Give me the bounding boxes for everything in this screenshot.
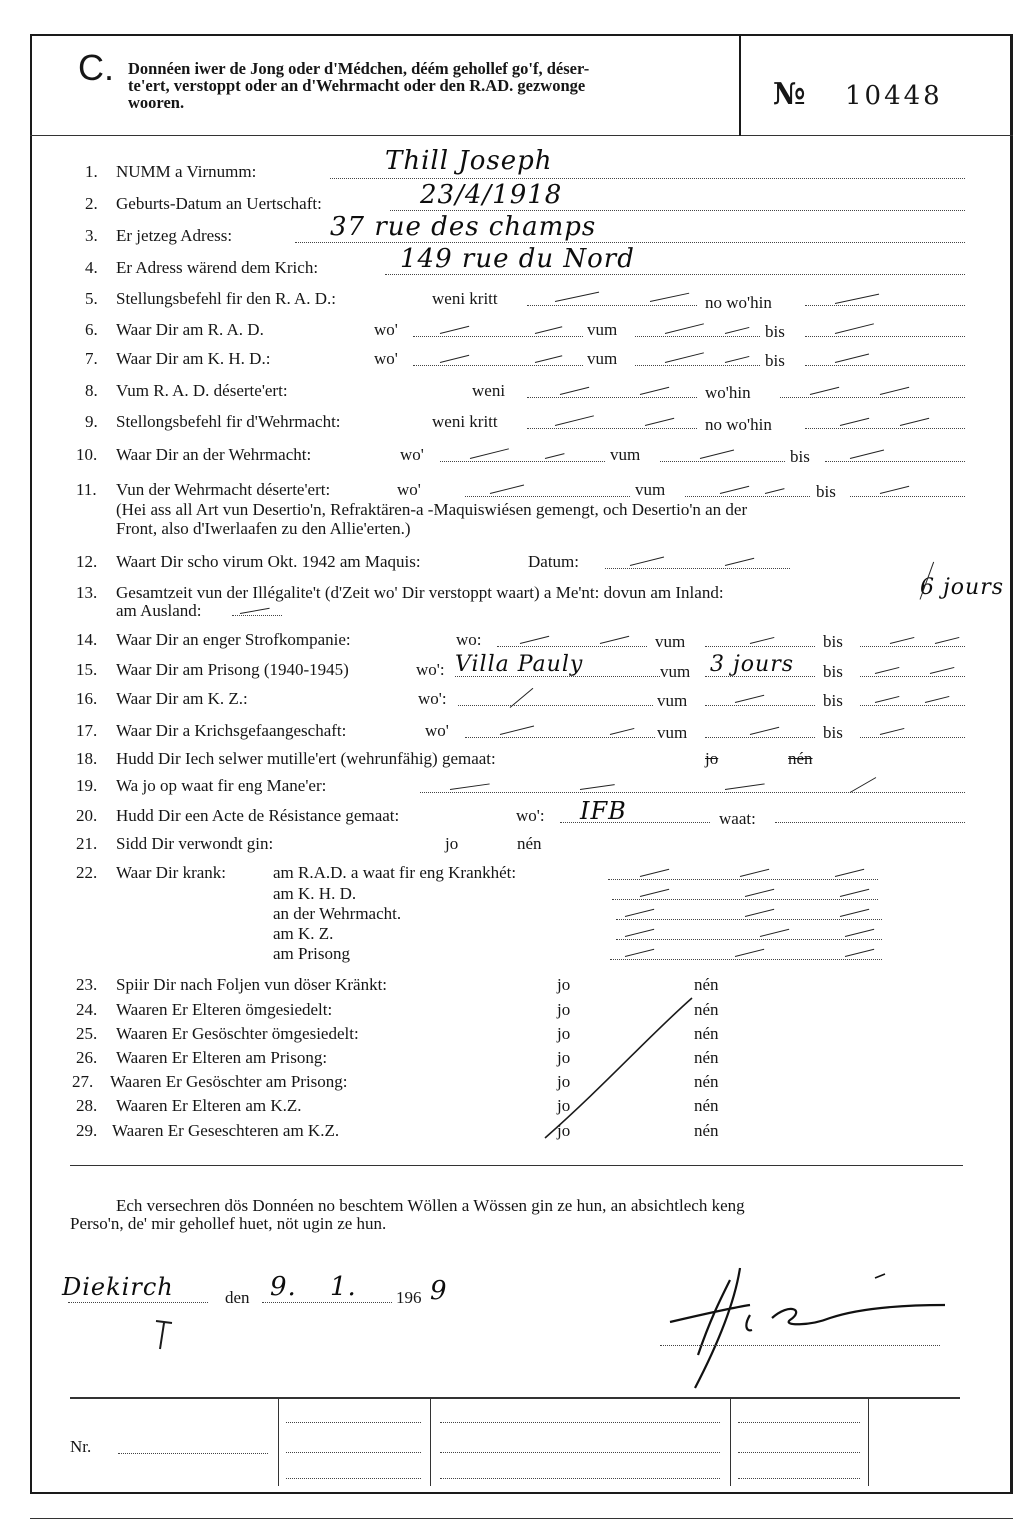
field-line[interactable] <box>295 242 965 243</box>
field-note: Front, also d'Iwerlaafen zu den Allie'erten.) <box>116 519 411 538</box>
row-number: 11. <box>76 480 97 499</box>
footer-line[interactable] <box>286 1422 421 1423</box>
field-line[interactable] <box>440 461 605 462</box>
field-line[interactable] <box>635 336 760 337</box>
row-number: 29. <box>76 1121 98 1140</box>
place-line[interactable] <box>68 1302 208 1303</box>
field-label: Waart Dir scho virum Okt. 1942 am Maquis: <box>116 552 421 571</box>
field-line[interactable] <box>527 428 697 429</box>
field-line[interactable] <box>527 397 697 398</box>
month-value: 1. <box>330 1272 357 1302</box>
birth-value: 23/4/1918 <box>420 180 563 210</box>
option-nen[interactable]: nén <box>694 1000 719 1019</box>
field-label: am R.A.D. a waat fir eng Krankhét: <box>273 863 517 882</box>
field-label: bis <box>816 482 836 501</box>
section-letter: C. <box>78 47 114 88</box>
field-line[interactable] <box>805 305 965 306</box>
header-title-line1: Donnéen iwer de Jong oder d'Médchen, déém gehollef go'f, déser- <box>128 59 590 78</box>
option-jo[interactable]: jo <box>557 975 571 994</box>
inland-value: 6 jours <box>920 575 1005 600</box>
field-label: Waar Dir krank: <box>116 863 227 882</box>
field-label: Waar Dir am Prisong (1940-1945) <box>116 660 349 679</box>
field-line[interactable] <box>465 737 655 738</box>
field-label: wo: <box>456 630 482 649</box>
field-label: vum <box>610 445 641 464</box>
row-number: 5. <box>85 289 98 308</box>
option-jo[interactable]: jo <box>705 749 719 768</box>
field-label: weni kritt <box>432 289 498 308</box>
field-label: Waar Dir am K. Z.: <box>116 689 248 708</box>
row-number: 22. <box>76 863 98 882</box>
option-nen[interactable]: nén <box>517 834 542 853</box>
row-number: 3. <box>85 226 98 245</box>
field-line[interactable] <box>465 496 630 497</box>
field-note: (Hei ass all Art vun Desertio'n, Refraktären-a -Maquiswiésen gemengt, och Desertio'n an der <box>116 500 748 519</box>
row-number: 24. <box>76 1000 98 1019</box>
option-jo[interactable]: jo <box>557 1072 571 1091</box>
field-label: Waaren Er Gesöschter ömgesiedelt: <box>116 1024 359 1043</box>
row-number: 2. <box>85 194 98 213</box>
row-number: 28. <box>76 1096 98 1115</box>
separator-line <box>70 1165 963 1166</box>
field-label: Waaren Er Geseschteren am K.Z. <box>112 1121 340 1140</box>
field-line[interactable] <box>775 822 965 823</box>
field-line[interactable] <box>705 646 815 647</box>
day-value: 9. <box>270 1272 297 1302</box>
row-number: 25. <box>76 1024 98 1043</box>
field-label: bis <box>790 447 810 466</box>
field-line[interactable] <box>232 615 282 616</box>
field-line[interactable] <box>497 646 647 647</box>
resistance-value: IFB <box>580 797 627 825</box>
name-value: Thill Joseph <box>385 146 553 176</box>
row-number: 17. <box>76 721 98 740</box>
field-label: Datum: <box>528 552 579 571</box>
field-label: vum <box>655 632 686 651</box>
row-number: 8. <box>85 381 98 400</box>
header-title-line2: te'ert, verstoppt oder an d'Wehrmacht oder den R.AD. gezwonge <box>128 76 586 95</box>
field-label: Waar Dir an enger Strofkompanie: <box>116 630 351 649</box>
field-line[interactable] <box>413 365 583 366</box>
field-label: wo': <box>418 689 447 708</box>
row-number: 27. <box>72 1072 94 1091</box>
field-label: Waar Dir am K. H. D.: <box>116 349 271 368</box>
field-line[interactable] <box>660 461 785 462</box>
prison-place-value: Villa Pauly <box>455 652 584 677</box>
footer-line[interactable] <box>440 1452 720 1453</box>
field-label: NUMM a Virnumm: <box>116 162 257 181</box>
field-line[interactable] <box>705 705 815 706</box>
field-label: Vun der Wehrmacht déserte'ert: <box>116 480 331 499</box>
signature-line[interactable] <box>660 1345 940 1346</box>
nr-line[interactable] <box>118 1453 268 1454</box>
footer-line[interactable] <box>738 1422 860 1423</box>
field-line[interactable] <box>385 274 965 275</box>
field-line[interactable] <box>780 397 965 398</box>
field-label: vum <box>635 480 666 499</box>
option-nen[interactable]: nén <box>694 1072 719 1091</box>
cancel-diagonal <box>530 990 710 1150</box>
row-number: 12. <box>76 552 98 571</box>
nr-label: Nr. <box>70 1437 92 1456</box>
address-value: 37 rue des champs <box>330 212 597 242</box>
footer-line[interactable] <box>738 1478 860 1479</box>
field-line[interactable] <box>850 496 965 497</box>
footer-top-line <box>70 1397 960 1399</box>
row-number: 1. <box>85 162 98 181</box>
footer-line[interactable] <box>738 1452 860 1453</box>
row-number: 6. <box>85 320 98 339</box>
option-jo[interactable]: jo <box>557 1121 571 1140</box>
field-label: waat: <box>719 809 756 828</box>
field-label: wo': <box>516 806 545 825</box>
option-jo[interactable]: jo <box>557 1096 571 1115</box>
field-label: no wo'hin <box>705 415 772 434</box>
header-title-line3: wooren. <box>128 93 185 112</box>
option-nen[interactable]: nén <box>694 975 719 994</box>
field-label: bis <box>823 691 843 710</box>
field-label: Hudd Dir een Acte de Résistance gemaat: <box>116 806 400 825</box>
field-label: Spiir Dir nach Foljen vun döser Kränkt: <box>116 975 388 994</box>
field-line[interactable] <box>860 646 965 647</box>
date-line[interactable] <box>262 1302 392 1303</box>
footer-line[interactable] <box>286 1478 421 1479</box>
declaration-line1: Ech versechren dös Donnéen no beschtem Wöllen a Wössen gin ze hun, an absichtlech keng <box>116 1196 745 1215</box>
row-number: 21. <box>76 834 98 853</box>
field-label: Waaren Er Elteren ömgesiedelt: <box>116 1000 333 1019</box>
field-label: am K. Z. <box>273 924 334 943</box>
option-nen[interactable]: nén <box>694 1024 719 1043</box>
field-line[interactable] <box>608 879 878 880</box>
row-number: 10. <box>76 445 98 464</box>
field-line[interactable] <box>612 899 878 900</box>
row-number: 15. <box>76 660 98 679</box>
field-line[interactable] <box>420 792 965 793</box>
row-number: 14. <box>76 630 98 649</box>
field-label: vum <box>660 662 691 681</box>
field-label: am Ausland: <box>116 601 202 620</box>
field-label: Waar Dir a Krichsgefaangeschaft: <box>116 721 347 740</box>
field-label: Waar Dir am R. A. D. <box>116 320 264 339</box>
field-label: bis <box>765 322 785 341</box>
year-suffix: 9 <box>430 1276 448 1306</box>
footer-line[interactable] <box>286 1452 421 1453</box>
row-number: 19. <box>76 776 98 795</box>
field-label: no wo'hin <box>705 293 772 312</box>
field-line[interactable] <box>860 705 965 706</box>
field-line[interactable] <box>860 676 965 677</box>
option-jo[interactable]: jo <box>557 1000 571 1019</box>
war-address-value: 149 rue du Nord <box>400 244 635 274</box>
field-label: Er Adress wärend dem Krich: <box>116 258 319 277</box>
option-nen[interactable]: nén <box>694 1096 719 1115</box>
den-label: den <box>225 1288 250 1307</box>
footer-divider <box>730 1398 731 1486</box>
field-label: Stellungsbefehl fir den R. A. D.: <box>116 289 337 308</box>
footer-divider <box>278 1398 279 1486</box>
field-label: weni <box>472 381 506 400</box>
field-label: Wa jo op waat fir eng Mane'er: <box>116 776 327 795</box>
signature <box>660 1260 960 1395</box>
field-label: wo' <box>374 320 398 339</box>
header-title <box>128 60 728 111</box>
footer-line[interactable] <box>440 1478 720 1479</box>
field-label: Gesamtzeit vun der Illégalite't (d'Zeit wo' Dir verstoppt waart) a Me'nt: dovun am Inland: <box>116 583 724 602</box>
field-line[interactable] <box>330 178 965 179</box>
field-label: am Prisong <box>273 944 350 963</box>
footer-divider <box>868 1398 869 1486</box>
field-label: bis <box>823 662 843 681</box>
option-nen[interactable]: nén <box>694 1121 719 1140</box>
field-label: Waaren Er Elteren am Prisong: <box>116 1048 328 1067</box>
field-line[interactable] <box>527 305 697 306</box>
handwritten-mark <box>150 1315 180 1355</box>
field-label: bis <box>823 632 843 651</box>
row-number: 20. <box>76 806 98 825</box>
field-label: weni kritt <box>432 412 498 431</box>
field-label: Sidd Dir verwondt gin: <box>116 834 274 853</box>
field-line[interactable] <box>610 959 882 960</box>
row-number: 13. <box>76 583 98 602</box>
field-label: Stellongsbefehl fir d'Wehrmacht: <box>116 412 341 431</box>
year-prefix: 196 <box>396 1288 422 1307</box>
place-value: Diekirch <box>62 1273 174 1301</box>
row-number: 4. <box>85 258 98 277</box>
field-label: vum <box>587 320 618 339</box>
field-label: wo': <box>416 660 445 679</box>
field-line[interactable] <box>390 210 965 211</box>
field-line[interactable] <box>805 336 965 337</box>
option-nen[interactable]: nén <box>788 749 813 768</box>
row-number: 26. <box>76 1048 98 1067</box>
header-divider <box>739 34 741 136</box>
row-number: 7. <box>85 349 98 368</box>
field-line[interactable] <box>825 461 965 462</box>
field-label: vum <box>657 723 688 742</box>
field-label: Waaren Er Gesöschter am Prisong: <box>110 1072 348 1091</box>
field-line[interactable] <box>685 496 810 497</box>
form-number: 10448 <box>845 81 943 111</box>
field-label: bis <box>823 723 843 742</box>
field-line[interactable] <box>705 737 815 738</box>
option-jo[interactable]: jo <box>557 1048 571 1067</box>
footer-line[interactable] <box>440 1422 720 1423</box>
field-label: bis <box>765 351 785 370</box>
field-line[interactable] <box>860 737 965 738</box>
field-label: Hudd Dir Iech selwer mutille'ert (wehrunfähig) gemaat: <box>116 749 496 768</box>
field-label: wo' <box>400 445 424 464</box>
row-number: 18. <box>76 749 98 768</box>
option-nen[interactable]: nén <box>694 1048 719 1067</box>
field-label: wo' <box>397 480 421 499</box>
field-line[interactable] <box>635 365 760 366</box>
field-line[interactable] <box>805 365 965 366</box>
field-label: wo' <box>425 721 449 740</box>
field-label: Vum R. A. D. déserte'ert: <box>116 381 288 400</box>
field-label: vum <box>587 349 618 368</box>
field-label: Er jetzeg Adress: <box>116 226 233 245</box>
row-number: 23. <box>76 975 98 994</box>
field-line[interactable] <box>805 428 965 429</box>
option-jo[interactable]: jo <box>445 834 459 853</box>
footer-divider <box>430 1398 431 1486</box>
number-symbol: № <box>773 77 806 112</box>
field-label: vum <box>657 691 688 710</box>
field-label: an der Wehrmacht. <box>273 904 402 923</box>
field-label: Geburts-Datum an Uertschaft: <box>116 194 322 213</box>
field-label: wo' <box>374 349 398 368</box>
field-label: am K. H. D. <box>273 884 357 903</box>
field-line[interactable] <box>413 336 583 337</box>
field-label: wo'hin <box>705 383 751 402</box>
field-label: Waar Dir an der Wehrmacht: <box>116 445 312 464</box>
declaration-line2: Perso'n, de' mir gehollef huet, nöt ugin ze hun. <box>70 1214 387 1233</box>
row-number: 16. <box>76 689 98 708</box>
field-line[interactable] <box>605 568 790 569</box>
option-jo[interactable]: jo <box>557 1024 571 1043</box>
row-number: 9. <box>85 412 98 431</box>
field-line[interactable] <box>458 705 653 706</box>
field-line[interactable] <box>616 919 882 920</box>
bottom-edge <box>30 1518 1013 1519</box>
field-line[interactable] <box>616 939 882 940</box>
field-label: Waaren Er Elteren am K.Z. <box>116 1096 302 1115</box>
prison-duration-value: 3 jours <box>710 652 795 677</box>
